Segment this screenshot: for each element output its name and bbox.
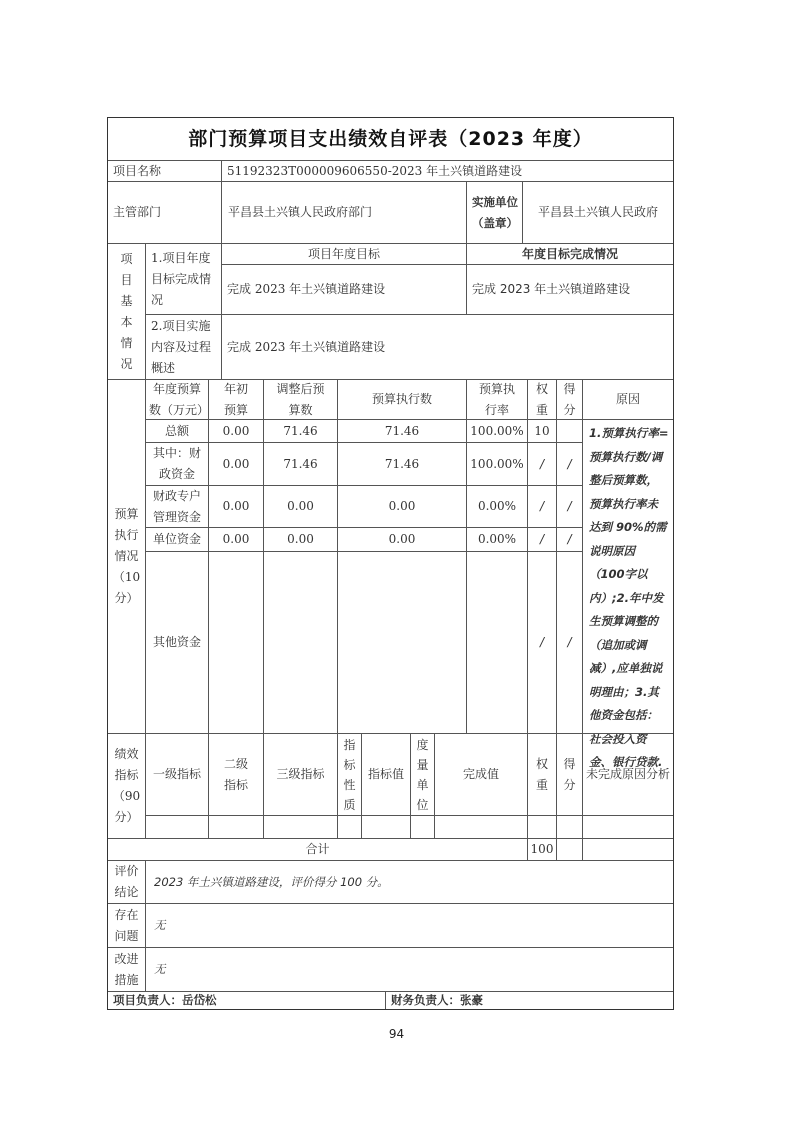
perf-row-score	[556, 815, 583, 839]
basic-section-label: 项目基本情况	[107, 243, 146, 380]
budget-row-rate: 0.00%	[466, 485, 528, 528]
unit-value: 平昌县土兴镇人民政府	[522, 181, 674, 244]
perf-header-target: 指标值	[361, 733, 411, 816]
page-number: 94	[388, 1027, 405, 1041]
perf-row-level3	[263, 815, 338, 839]
perf-row-unit	[410, 815, 435, 839]
budget-row-executed: 0.00	[337, 527, 467, 552]
budget-row-executed: 71.46	[337, 419, 467, 443]
budget-row-weight: /	[527, 527, 557, 552]
perf-row-target	[361, 815, 411, 839]
budget-row-executed: 71.46	[337, 442, 467, 486]
goal-label: 1.项目年度目标完成情况	[145, 243, 222, 315]
budget-row-weight: /	[527, 442, 557, 486]
goal-value: 完成 2023 年土兴镇道路建设	[221, 264, 467, 315]
perf-header-score: 得分	[556, 733, 583, 816]
completion-value: 完成 2023 年土兴镇道路建设	[466, 264, 674, 315]
budget-row-adjusted: 71.46	[263, 419, 338, 443]
budget-row-score: /	[556, 485, 583, 528]
total-score	[556, 838, 583, 861]
budget-row-category: 其他资金	[145, 551, 209, 734]
project-name-label: 项目名称	[107, 160, 222, 182]
budget-row-adjusted: 0.00	[263, 485, 338, 528]
goal-header: 项目年度目标	[221, 243, 467, 265]
improvements-value: 无	[145, 947, 674, 992]
budget-row-rate: 100.00%	[466, 442, 528, 486]
form-title: 部门预算项目支出绩效自评表（2023 年度）	[107, 117, 674, 161]
perf-header-reason: 未完成原因分析	[582, 733, 674, 816]
budget-row-weight: /	[527, 485, 557, 528]
budget-row-adjusted: 0.00	[263, 527, 338, 552]
total-weight: 100	[527, 838, 557, 861]
budget-header-reason: 原因	[582, 379, 674, 420]
budget-row-category: 单位资金	[145, 527, 209, 552]
budget-row-initial: 0.00	[208, 442, 264, 486]
perf-header-level1: 一级指标	[145, 733, 209, 816]
project-name-value: 51192323T000009606550-2023 年土兴镇道路建设	[221, 160, 674, 182]
dept-label: 主管部门	[107, 181, 222, 244]
budget-row-adjusted	[263, 551, 338, 734]
budget-row-executed	[337, 551, 467, 734]
budget-row-rate: 0.00%	[466, 527, 528, 552]
perf-header-weight: 权重	[527, 733, 557, 816]
budget-row-score: /	[556, 551, 583, 734]
budget-header-rate: 预算执行率	[466, 379, 528, 420]
problems-value: 无	[145, 903, 674, 948]
performance-section-label: 绩效指标（90分）	[107, 733, 146, 839]
perf-header-nature: 指标性质	[337, 733, 362, 816]
budget-row-adjusted: 71.46	[263, 442, 338, 486]
total-label: 合计	[107, 838, 528, 861]
budget-row-initial	[208, 551, 264, 734]
budget-reason-note: 1.预算执行率=预算执行数/调整后预算数，预算执行率未达到 90%的需说明原因（100字以内）;2.年中发生预算调整的（追加或调减）,应单独说明理由；3.其他资金包括：社会投入资金、银行贷款.	[582, 419, 674, 734]
perf-header-level2: 二级指标	[208, 733, 264, 816]
unit-label: 实施单位（盖章）	[466, 181, 523, 244]
budget-header-category: 年度预算数（万元）	[145, 379, 209, 420]
perf-row-actual	[434, 815, 528, 839]
perf-header-level3: 三级指标	[263, 733, 338, 816]
budget-header-adjusted: 调整后预算数	[263, 379, 338, 420]
budget-header-executed: 预算执行数	[337, 379, 467, 420]
budget-row-score: /	[556, 527, 583, 552]
budget-header-weight: 权重	[527, 379, 557, 420]
conclusion-value: 2023 年土兴镇道路建设，评价得分 100 分。	[145, 860, 674, 904]
problems-label: 存在问题	[107, 903, 146, 948]
budget-row-weight: /	[527, 551, 557, 734]
budget-row-rate: 100.00%	[466, 419, 528, 443]
budget-header-initial: 年初预算	[208, 379, 264, 420]
improvements-label: 改进措施	[107, 947, 146, 992]
dept-value: 平昌县土兴镇人民政府部门	[221, 181, 467, 244]
conclusion-label: 评价结论	[107, 860, 146, 904]
budget-row-score	[556, 419, 583, 443]
total-reason	[582, 838, 674, 861]
budget-row-category: 财政专户管理资金	[145, 485, 209, 528]
budget-row-executed: 0.00	[337, 485, 467, 528]
perf-row-nature	[337, 815, 362, 839]
content-value: 完成 2023 年土兴镇道路建设	[221, 314, 674, 380]
budget-row-initial: 0.00	[208, 527, 264, 552]
budget-row-score: /	[556, 442, 583, 486]
perf-header-unit: 度量单位	[410, 733, 435, 816]
perf-row-level2	[208, 815, 264, 839]
budget-row-category: 其中：财政资金	[145, 442, 209, 486]
budget-row-category: 总额	[145, 419, 209, 443]
budget-section-label: 预算执行情况（10分）	[107, 379, 146, 734]
perf-header-actual: 完成值	[434, 733, 528, 816]
content-label: 2.项目实施内容及过程概述	[145, 314, 222, 380]
perf-row-weight	[527, 815, 557, 839]
perf-row-level1	[145, 815, 209, 839]
budget-row-initial: 0.00	[208, 419, 264, 443]
perf-row-reason	[582, 815, 674, 839]
project-lead-signature: 项目负责人：岳岱松	[107, 991, 386, 1010]
completion-header: 年度目标完成情况	[466, 243, 674, 265]
budget-row-weight: 10	[527, 419, 557, 443]
budget-row-initial: 0.00	[208, 485, 264, 528]
budget-header-score: 得分	[556, 379, 583, 420]
finance-lead-signature: 财务负责人：张豪	[385, 991, 674, 1010]
budget-row-rate	[466, 551, 528, 734]
